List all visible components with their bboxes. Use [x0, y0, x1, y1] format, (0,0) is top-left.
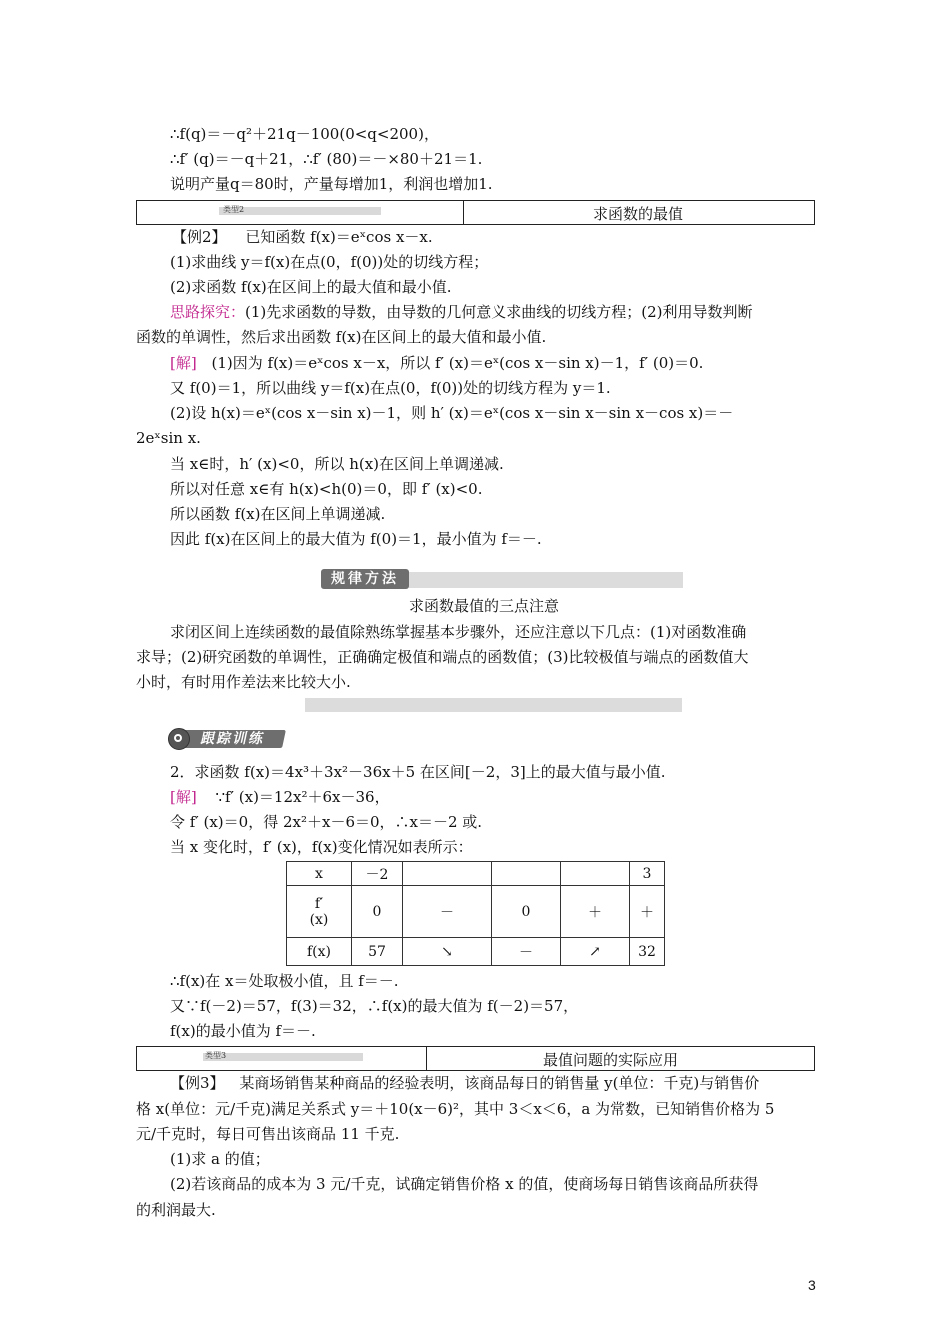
solution-text: (1)因为 f(x)＝eˣcos x－x，所以 f′ (x)＝eˣ(cos x－sin x)－1，f′ (0)＝0.: [211, 354, 704, 372]
solution-line: 当 x∈时，h′ (x)<0，所以 h(x)在区间上单调递减.: [170, 455, 504, 473]
solution-line: 因此 f(x)在区间上的最大值为 f(0)＝1，最小值为 f＝－.: [170, 530, 542, 548]
table-cell: ＋: [561, 886, 630, 938]
type-title: 最值问题的实际应用: [543, 1051, 679, 1069]
target-icon: [168, 728, 190, 750]
solution-line: 令 f′ (x)＝0，得 2x²＋x－6＝0，∴x＝－2 或.: [170, 813, 483, 831]
tracking-solution: [170, 787, 390, 807]
type-header-2: [136, 200, 815, 225]
example-text: 元/千克时，每日可售出该商品 11 千克.: [136, 1125, 400, 1143]
solution-line: 所以对任意 x∈有 h(x)<h(0)＝0，即 f′ (x)<0.: [170, 480, 483, 498]
page-number: 3: [808, 1277, 816, 1293]
question-2-cont: 的利润最大.: [136, 1201, 216, 1219]
example-label: 【例3】: [170, 1074, 225, 1092]
text-line: ∴f′ (q)＝－q＋21，∴f′ (80)＝－×80＋21＝1.: [170, 150, 483, 168]
solution-line: 当 x 变化时，f′ (x)，f(x)变化情况如表所示：: [170, 838, 473, 856]
variation-table: [286, 861, 665, 966]
example-label: 【例2】: [172, 228, 227, 246]
table-cell: 0: [352, 886, 403, 938]
hint-label: 思路探究：: [170, 303, 246, 321]
solution-label: [解]: [170, 354, 197, 372]
table-row: [287, 938, 665, 966]
table-cell: [492, 862, 561, 886]
hint-line-2: 函数的单调性，然后求出函数 f(x)在区间上的最大值和最小值.: [136, 328, 547, 346]
question-2: (2)求函数 f(x)在区间上的最大值和最小值.: [170, 278, 452, 296]
table-cell: ↘: [403, 938, 492, 966]
solution-text: ∵f′ (x)＝12x²＋6x－36，: [215, 788, 390, 806]
hint-line: [170, 302, 753, 322]
solution-label: [解]: [170, 788, 197, 806]
table-cell: 0: [492, 886, 561, 938]
solution-line: f(x)的最小值为 f＝－.: [170, 1022, 316, 1040]
tracking-label: 跟踪训练: [180, 730, 286, 748]
tag-bar: [203, 1053, 363, 1061]
type-tag-label: 类型2: [223, 205, 245, 214]
solution-line: 又 f(0)＝1，所以曲线 y＝f(x)在点(0，f(0))处的切线方程为 y＝1.: [170, 379, 611, 397]
method-text: 求导；(2)研究函数的单调性，正确确定极值和端点的函数值；(3)比较极值与端点的函数值大: [136, 648, 749, 666]
method-banner: 规律方法: [321, 569, 409, 589]
question-1: (1)求 a 的值；: [170, 1150, 270, 1168]
table-cell: f(x): [287, 938, 352, 966]
solution-line: (2)设 h(x)＝eˣ(cos x－sin x)－1，则 h′ (x)＝eˣ(cos x－sin x－sin x－cos x)＝－: [170, 404, 734, 422]
solution-line: 所以函数 f(x)在区间上单调递减.: [170, 505, 386, 523]
table-cell: －2: [352, 862, 403, 886]
example-text: 格 x(单位：元/千克)满足关系式 y＝＋10(x－6)²，其中 3＜x＜6，a 为常数，已知销售价格为 5: [136, 1100, 775, 1118]
hint-text: (1)先求函数的导数，由导数的几何意义求曲线的切线方程；(2)利用导数判断: [245, 303, 753, 321]
text-line: 说明产量q＝80时，产量每增加1，利润也增加1.: [170, 175, 493, 193]
solution-line: [170, 353, 703, 373]
text-line: ∴f(q)＝－q²＋21q－100(0<q<200)，: [170, 125, 439, 143]
table-cell: ＋: [630, 886, 665, 938]
table-cell: [403, 862, 492, 886]
table-cell: 3: [630, 862, 665, 886]
table-cell: [561, 862, 630, 886]
example-2-line: [172, 227, 433, 247]
method-title: 求函数最值的三点注意: [409, 597, 560, 615]
question-2: (2)若该商品的成本为 3 元/千克，试确定销售价格 x 的值，使商场每日销售该商品所获得: [170, 1175, 759, 1193]
solution-line: 又∵f(－2)＝57，f(3)＝32，∴f(x)的最大值为 f(－2)＝57，: [170, 997, 579, 1015]
type-tag-label: 类型3: [205, 1051, 227, 1060]
solution-line: ∴f(x)在 x＝处取极小值，且 f＝－.: [170, 972, 399, 990]
tracking-banner: [168, 728, 286, 750]
type-tag: [137, 1047, 427, 1070]
method-text: 小时，有时用作差法来比较大小.: [136, 673, 351, 691]
table-head-part: f′: [314, 895, 324, 912]
table-row: [287, 886, 665, 938]
table-cell: －: [492, 938, 561, 966]
table-head-part: (x): [309, 911, 329, 928]
solution-line: 2eˣsin x.: [136, 429, 201, 447]
type-header-3: [136, 1046, 815, 1071]
table-cell: ↗: [561, 938, 630, 966]
type-tag: [137, 201, 464, 224]
table-cell: 57: [352, 938, 403, 966]
method-text: 求闭区间上连续函数的最值除熟练掌握基本步骤外，还应注意以下几点：(1)对函数准确: [170, 623, 747, 641]
example-stem: 已知函数 f(x)＝eˣcos x－x.: [245, 228, 433, 246]
table-row: [287, 862, 665, 886]
example-text: 某商场销售某种商品的经验表明，该商品每日的销售量 y(单位：千克)与销售价: [239, 1074, 760, 1092]
table-cell: －: [403, 886, 492, 938]
method-bottom-bar: [305, 698, 682, 712]
type-title: 求函数的最值: [593, 205, 684, 223]
table-cell: x: [287, 862, 352, 886]
question-1: (1)求曲线 y＝f(x)在点(0，f(0))处的切线方程；: [170, 253, 489, 271]
tracking-question: 2．求函数 f(x)＝4x³＋3x²－36x＋5 在区间[－2，3]上的最大值与最小值.: [170, 763, 666, 781]
example-3-line: [170, 1073, 759, 1093]
table-cell: [287, 886, 352, 938]
table-cell: 32: [630, 938, 665, 966]
